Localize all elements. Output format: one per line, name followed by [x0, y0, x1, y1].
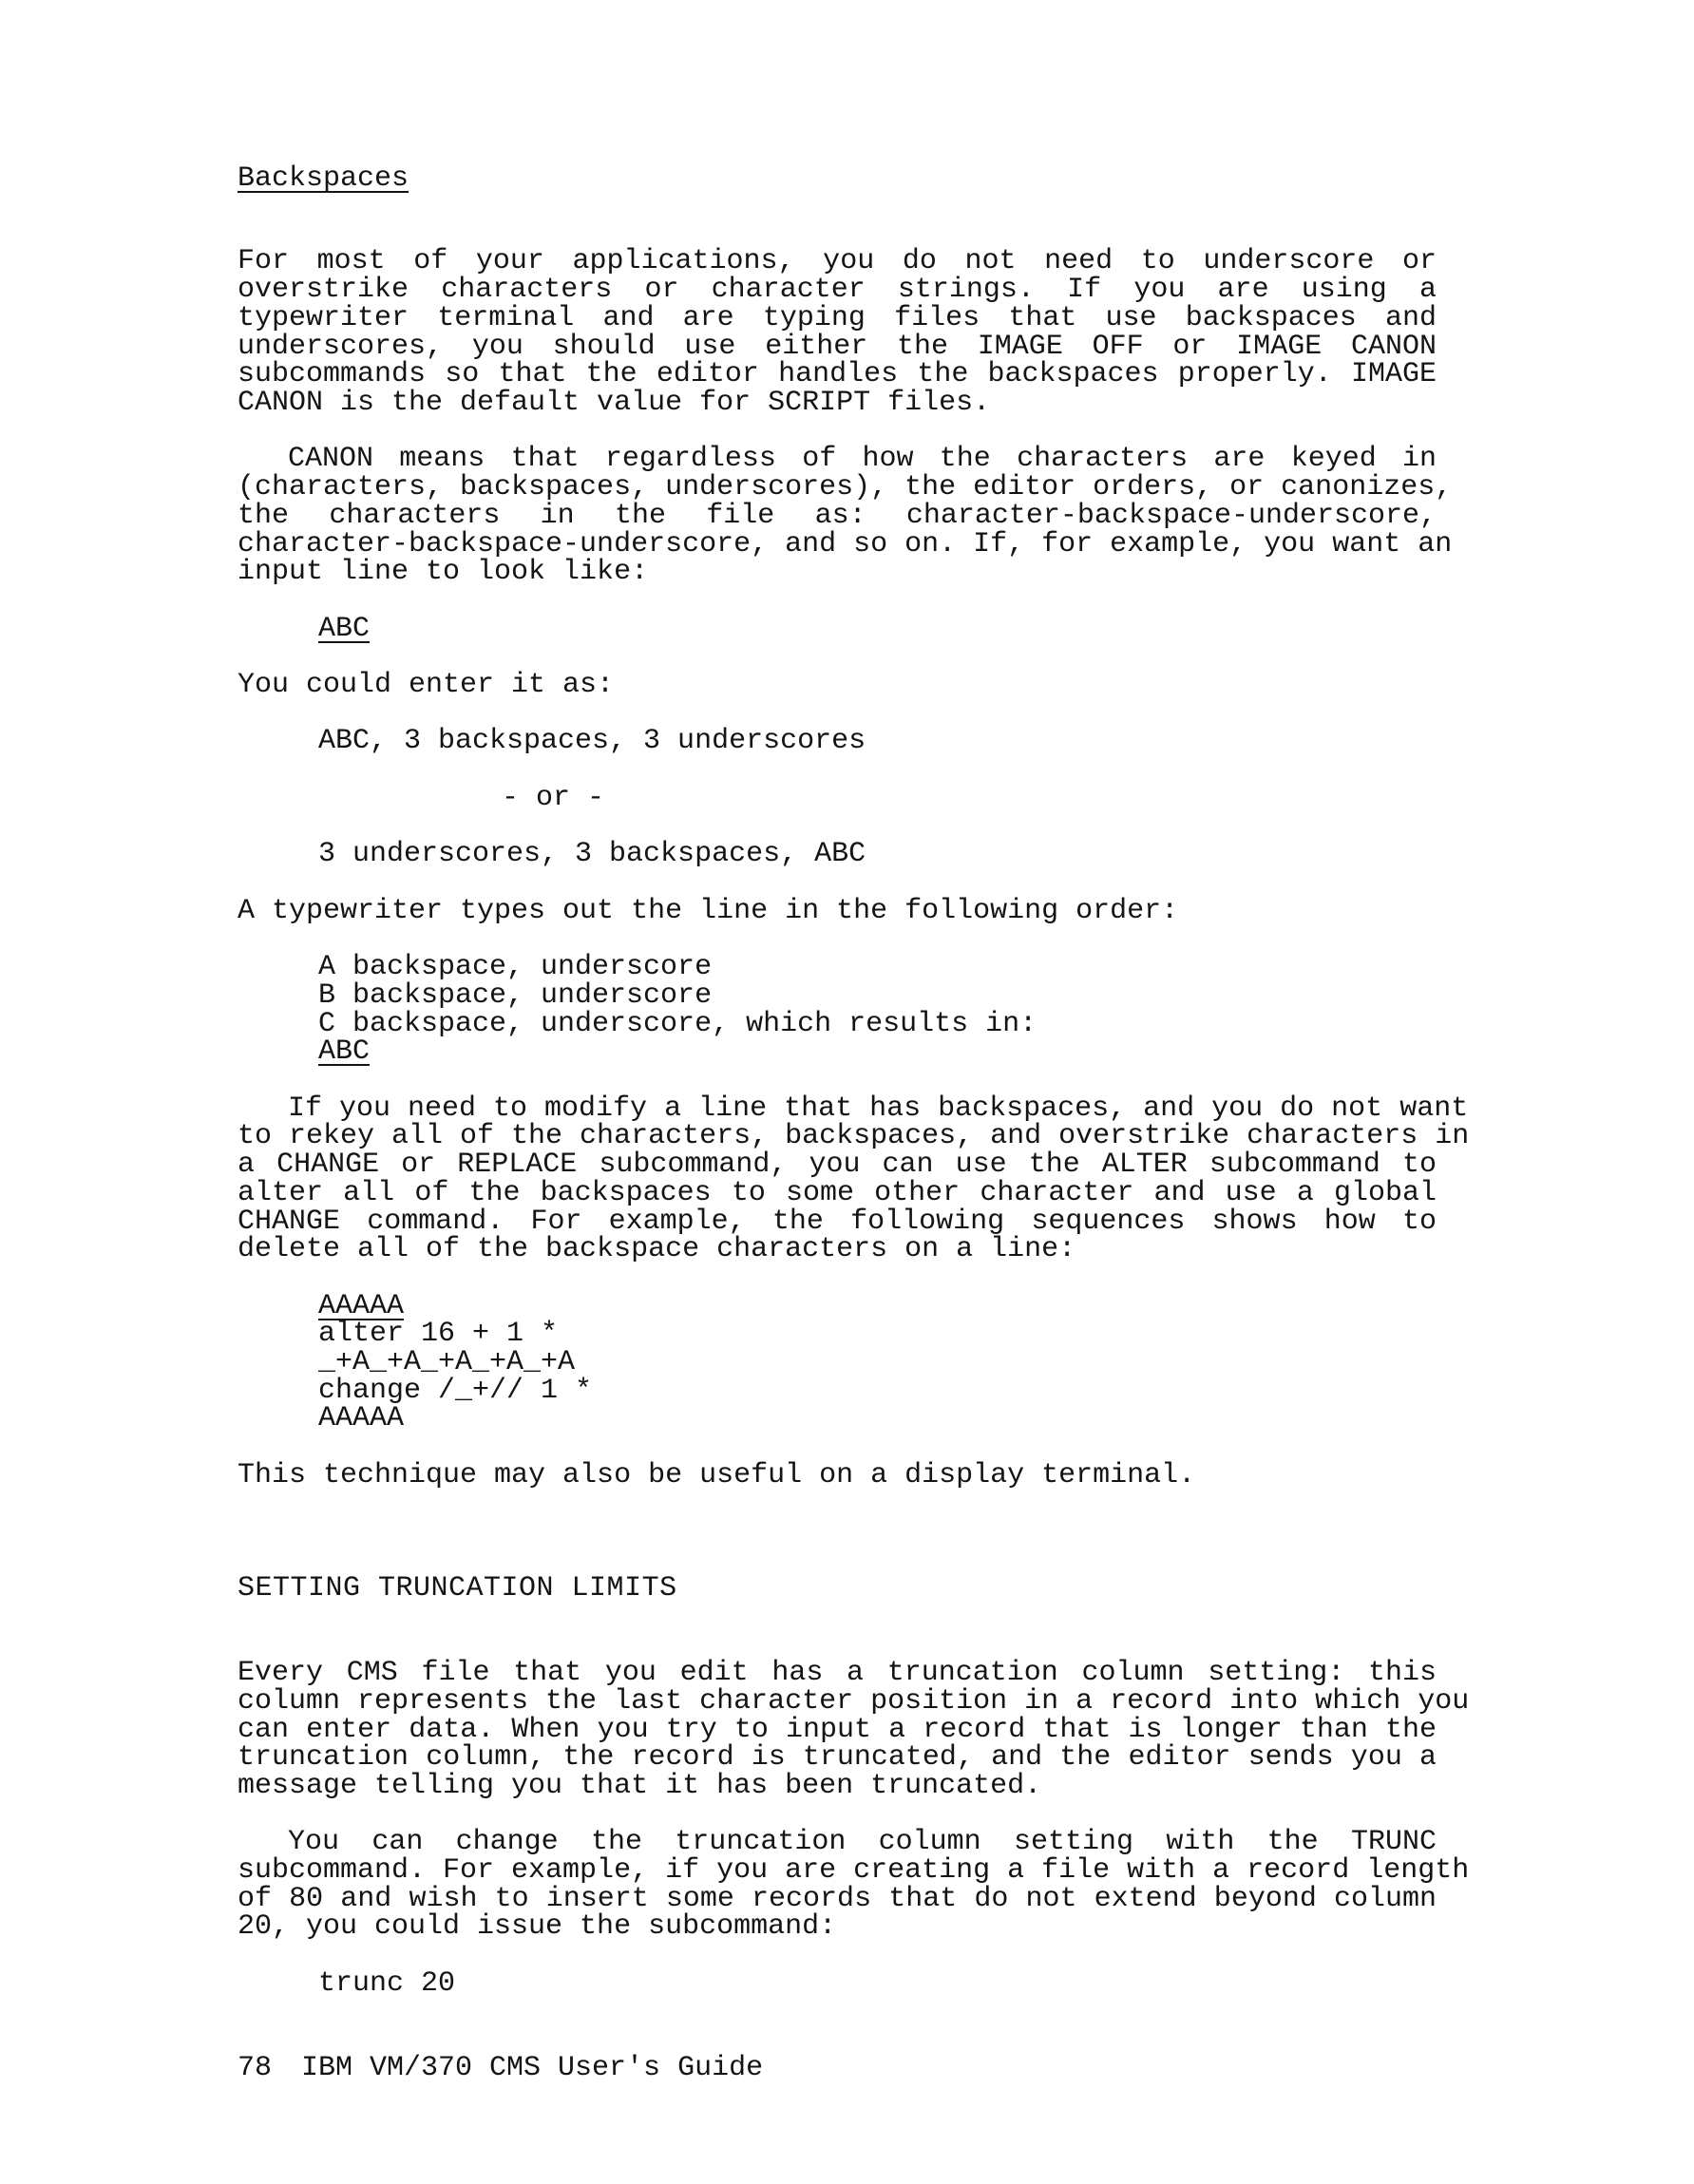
order-line: A backspace, underscore [318, 951, 713, 983]
order-result-abc: ABC [318, 1035, 371, 1068]
example-underscored-abc: ABC [318, 613, 371, 645]
paragraph-line: If you need to modify a line that has backspaces, and you do not want [288, 1092, 1469, 1125]
paragraph-line: message telling you that it has been truncated. [238, 1770, 1042, 1802]
paragraph-line: character-backspace-underscore, and so on. If, for example, you want an [238, 528, 1453, 560]
paragraph-line: CANON is the default value for SCRIPT files. [238, 387, 991, 419]
paragraph-line: alter all of the backspaces to some other character and use a global [238, 1177, 1437, 1209]
paragraph-line: the characters in the file as: character-backspace-underscore, [238, 500, 1437, 532]
code-line: change /_+// 1 * [318, 1375, 593, 1407]
paragraph-line: delete all of the backspace characters on a line: [238, 1233, 1076, 1265]
paragraph-line: overstrike characters or character strings. If you are using a [238, 274, 1437, 306]
or-separator: - or - [502, 782, 605, 814]
paragraph-line: column represents the last character position in a record into which you [238, 1685, 1470, 1718]
paragraph-line: 20, you could issue the subcommand: [238, 1910, 837, 1943]
code-line: AAAAA [318, 1290, 405, 1322]
closing-remark: This technique may also be useful on a display terminal. [238, 1459, 1196, 1491]
paragraph-line: subcommands so that the editor handles the backspaces properly. IMAGE [238, 358, 1437, 390]
paragraph-line: CHANGE command. For example, the following sequences shows how to [238, 1206, 1437, 1238]
order-line: B backspace, underscore [318, 979, 713, 1012]
paragraph-line: underscores, you should use either the IMAGE OFF or IMAGE CANON [238, 331, 1437, 363]
enter-intro-text: You could enter it as: [238, 669, 615, 701]
paragraph-line: typewriter terminal and are typing files that use backspaces and [238, 302, 1437, 334]
paragraph-line: input line to look like: [238, 556, 649, 588]
paragraph-line: You can change the truncation column setting with the TRUNC [288, 1826, 1437, 1858]
paragraph-line: to rekey all of the characters, backspaces, and overstrike characters in [238, 1120, 1470, 1152]
footer-title: IBM VM/370 CMS User's Guide [301, 2052, 764, 2084]
paragraph-line: Every CMS file that you edit has a truncation column setting: this [238, 1657, 1437, 1689]
paragraph-line: can enter data. When you try to input a record that is longer than the [238, 1714, 1437, 1746]
paragraph-line: truncation column, the record is truncated, and the editor sends you a [238, 1741, 1437, 1774]
typewriter-intro-text: A typewriter types out the line in the following order: [238, 895, 1179, 927]
paragraph-line: (characters, backspaces, underscores), the editor orders, or canonizes, [238, 471, 1453, 503]
trunc-command: trunc 20 [318, 1967, 456, 2000]
page-number: 78 [238, 2052, 273, 2084]
paragraph-line: a CHANGE or REPLACE subcommand, you can use the ALTER subcommand to [238, 1149, 1437, 1181]
code-line: AAAAA [318, 1402, 405, 1434]
paragraph-line: For most of your applications, you do not need to underscore or [238, 245, 1437, 277]
section-heading-backspaces: Backspaces [238, 162, 409, 195]
paragraph-line: subcommand. For example, if you are creating a file with a record length [238, 1854, 1470, 1887]
order-line: C backspace, underscore, which results in: [318, 1008, 1037, 1040]
section-heading-truncation: SETTING TRUNCATION LIMITS [238, 1572, 677, 1605]
paragraph-line: of 80 and wish to insert some records that do not extend beyond column [238, 1883, 1437, 1915]
enter-option-1: ABC, 3 backspaces, 3 underscores [318, 725, 866, 757]
enter-option-2: 3 underscores, 3 backspaces, ABC [318, 838, 866, 870]
code-line: _+A_+A_+A_+A_+A [318, 1346, 576, 1378]
code-line: alter 16 + 1 * [318, 1318, 559, 1350]
paragraph-line: CANON means that regardless of how the characters are keyed in [288, 443, 1437, 475]
